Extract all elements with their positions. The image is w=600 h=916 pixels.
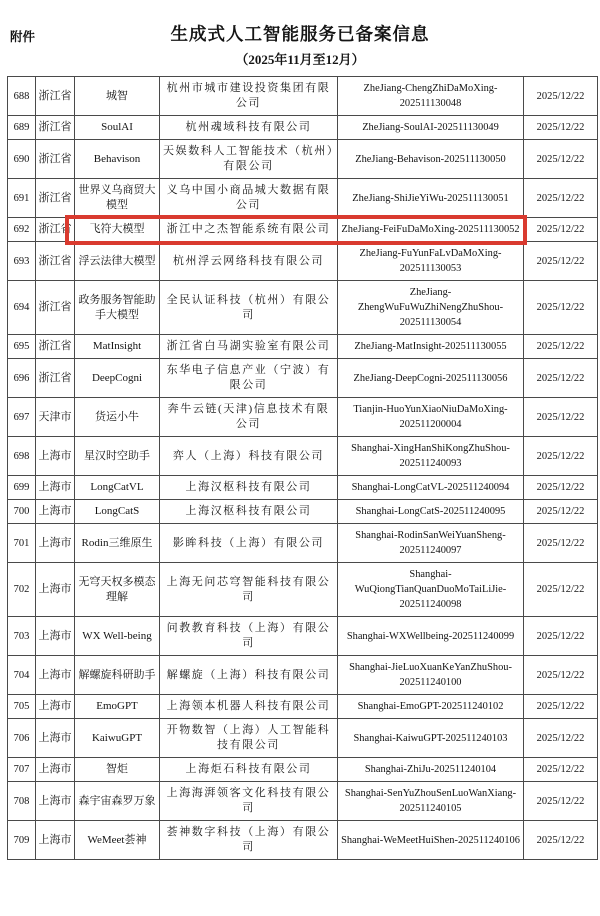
table-row xyxy=(8,437,598,476)
cell-company: 杭州魂域科技有限公司 xyxy=(160,116,338,140)
table-row xyxy=(8,500,598,524)
cell-date: 2025/12/22 xyxy=(524,116,598,140)
cell-company: 全民认证科技（杭州）有限公司 xyxy=(160,281,338,335)
table-row xyxy=(8,281,598,335)
cell-date: 2025/12/22 xyxy=(524,242,598,281)
cell-index: 701 xyxy=(8,524,36,563)
cell-province: 浙江省 xyxy=(36,140,75,179)
cell-model-name: 智炬 xyxy=(75,758,160,782)
cell-date: 2025/12/22 xyxy=(524,77,598,116)
cell-date: 2025/12/22 xyxy=(524,656,598,695)
cell-company: 东华电子信息产业（宁波）有限公司 xyxy=(160,359,338,398)
cell-company: 浙江中之杰智能系统有限公司 xyxy=(160,218,338,242)
cell-index: 708 xyxy=(8,782,36,821)
cell-date: 2025/12/22 xyxy=(524,218,598,242)
cell-registration-number: Tianjin-HuoYunXiaoNiuDaMoXing-202511200004 xyxy=(338,398,524,437)
cell-company: 上海海湃领客文化科技有限公司 xyxy=(160,782,338,821)
cell-model-name: LongCatVL xyxy=(75,476,160,500)
cell-model-name: WeMeet荟神 xyxy=(75,821,160,860)
cell-registration-number: Shanghai-EmoGPT-202511240102 xyxy=(338,695,524,719)
cell-registration-number: Shanghai-WuQiongTianQuanDuoMoTaiLiJie-202511240098 xyxy=(338,563,524,617)
cell-company: 上海无问芯穹智能科技有限公司 xyxy=(160,563,338,617)
table-row xyxy=(8,563,598,617)
cell-registration-number: Shanghai-WeMeetHuiShen-202511240106 xyxy=(338,821,524,860)
cell-company: 解螺旋（上海）科技有限公司 xyxy=(160,656,338,695)
cell-province: 上海市 xyxy=(36,524,75,563)
cell-province: 上海市 xyxy=(36,719,75,758)
registry-table-wrap xyxy=(7,76,597,860)
cell-model-name: 世界义乌商贸大模型 xyxy=(75,179,160,218)
cell-province: 上海市 xyxy=(36,563,75,617)
cell-date: 2025/12/22 xyxy=(524,782,598,821)
cell-model-name: WX Well-being xyxy=(75,617,160,656)
cell-registration-number: Shanghai-JieLuoXuanKeYanZhuShou-202511240100 xyxy=(338,656,524,695)
table-row xyxy=(8,719,598,758)
cell-registration-number: ZheJiang-ZhengWuFuWuZhiNengZhuShou-202511130054 xyxy=(338,281,524,335)
cell-registration-number: ZheJiang-MatInsight-202511130055 xyxy=(338,335,524,359)
table-row xyxy=(8,242,598,281)
cell-date: 2025/12/22 xyxy=(524,179,598,218)
table-row xyxy=(8,758,598,782)
cell-registration-number: ZheJiang-FuYunFaLvDaMoXing-202511130053 xyxy=(338,242,524,281)
cell-company: 上海炬石科技有限公司 xyxy=(160,758,338,782)
cell-company: 杭州市城市建设投资集团有限公司 xyxy=(160,77,338,116)
cell-registration-number: ZheJiang-ShiJieYiWu-202511130051 xyxy=(338,179,524,218)
cell-date: 2025/12/22 xyxy=(524,617,598,656)
cell-model-name: 政务服务智能助手大模型 xyxy=(75,281,160,335)
cell-province: 上海市 xyxy=(36,821,75,860)
cell-index: 694 xyxy=(8,281,36,335)
cell-company: 杭州浮云网络科技有限公司 xyxy=(160,242,338,281)
table-row xyxy=(8,77,598,116)
cell-index: 702 xyxy=(8,563,36,617)
cell-date: 2025/12/22 xyxy=(524,281,598,335)
cell-model-name: 解螺旋科研助手 xyxy=(75,656,160,695)
page-title: 生成式人工智能服务已备案信息 xyxy=(170,24,430,44)
cell-model-name: 森宇宙森罗万象 xyxy=(75,782,160,821)
cell-company: 义乌中国小商品城大数据有限公司 xyxy=(160,179,338,218)
cell-province: 天津市 xyxy=(36,398,75,437)
cell-company: 开物数智（上海）人工智能科技有限公司 xyxy=(160,719,338,758)
cell-company: 上海汉枢科技有限公司 xyxy=(160,476,338,500)
cell-date: 2025/12/22 xyxy=(524,359,598,398)
cell-index: 691 xyxy=(8,179,36,218)
cell-company: 荟神数字科技（上海）有限公司 xyxy=(160,821,338,860)
table-row xyxy=(8,524,598,563)
cell-model-name: 飞符大模型 xyxy=(75,218,160,242)
cell-model-name: KaiwuGPT xyxy=(75,719,160,758)
cell-index: 703 xyxy=(8,617,36,656)
cell-province: 浙江省 xyxy=(36,281,75,335)
cell-model-name: Rodin三维原生 xyxy=(75,524,160,563)
cell-province: 上海市 xyxy=(36,476,75,500)
cell-province: 上海市 xyxy=(36,758,75,782)
table-row xyxy=(8,398,598,437)
cell-date: 2025/12/22 xyxy=(524,500,598,524)
cell-index: 700 xyxy=(8,500,36,524)
cell-date: 2025/12/22 xyxy=(524,140,598,179)
cell-model-name: 城智 xyxy=(75,77,160,116)
cell-index: 695 xyxy=(8,335,36,359)
table-row xyxy=(8,695,598,719)
cell-model-name: EmoGPT xyxy=(75,695,160,719)
cell-model-name: DeepCogni xyxy=(75,359,160,398)
cell-registration-number: ZheJiang-SoulAI-202511130049 xyxy=(338,116,524,140)
cell-company: 天娱数科人工智能技术（杭州）有限公司 xyxy=(160,140,338,179)
table-row xyxy=(8,617,598,656)
cell-index: 704 xyxy=(8,656,36,695)
cell-registration-number: Shanghai-XingHanShiKongZhuShou-202511240093 xyxy=(338,437,524,476)
cell-province: 浙江省 xyxy=(36,359,75,398)
cell-date: 2025/12/22 xyxy=(524,821,598,860)
cell-index: 707 xyxy=(8,758,36,782)
cell-model-name: LongCatS xyxy=(75,500,160,524)
cell-registration-number: Shanghai-LongCatS-202511240095 xyxy=(338,500,524,524)
registry-table xyxy=(7,76,598,860)
cell-date: 2025/12/22 xyxy=(524,476,598,500)
cell-index: 689 xyxy=(8,116,36,140)
cell-registration-number: ZheJiang-FeiFuDaMoXing-202511130052 xyxy=(338,218,524,242)
cell-date: 2025/12/22 xyxy=(524,437,598,476)
table-row xyxy=(8,656,598,695)
cell-model-name: MatInsight xyxy=(75,335,160,359)
cell-company: 奔牛云链(天津)信息技术有限公司 xyxy=(160,398,338,437)
cell-index: 706 xyxy=(8,719,36,758)
cell-company: 问教教育科技（上海）有限公司 xyxy=(160,617,338,656)
cell-province: 上海市 xyxy=(36,695,75,719)
table-row xyxy=(8,179,598,218)
cell-company: 上海汉枢科技有限公司 xyxy=(160,500,338,524)
cell-model-name: 星汉时空助手 xyxy=(75,437,160,476)
cell-index: 705 xyxy=(8,695,36,719)
cell-registration-number: Shanghai-LongCatVL-202511240094 xyxy=(338,476,524,500)
cell-registration-number: Shanghai-WXWellbeing-202511240099 xyxy=(338,617,524,656)
table-row xyxy=(8,116,598,140)
cell-index: 688 xyxy=(8,77,36,116)
cell-index: 690 xyxy=(8,140,36,179)
table-row xyxy=(8,335,598,359)
cell-model-name: Behavison xyxy=(75,140,160,179)
cell-registration-number: ZheJiang-Behavison-202511130050 xyxy=(338,140,524,179)
cell-province: 浙江省 xyxy=(36,335,75,359)
cell-index: 699 xyxy=(8,476,36,500)
table-row xyxy=(8,821,598,860)
cell-province: 浙江省 xyxy=(36,218,75,242)
cell-province: 上海市 xyxy=(36,437,75,476)
cell-model-name: SoulAI xyxy=(75,116,160,140)
cell-registration-number: Shanghai-RodinSanWeiYuanSheng-202511240097 xyxy=(338,524,524,563)
cell-model-name: 浮云法律大模型 xyxy=(75,242,160,281)
table-row xyxy=(8,476,598,500)
cell-date: 2025/12/22 xyxy=(524,398,598,437)
cell-company: 影眸科技（上海）有限公司 xyxy=(160,524,338,563)
cell-index: 697 xyxy=(8,398,36,437)
cell-date: 2025/12/22 xyxy=(524,335,598,359)
cell-model-name: 货运小牛 xyxy=(75,398,160,437)
table-row xyxy=(8,359,598,398)
cell-company: 浙江省白马湖实验室有限公司 xyxy=(160,335,338,359)
registry-table-body xyxy=(8,77,598,860)
cell-province: 上海市 xyxy=(36,782,75,821)
cell-province: 浙江省 xyxy=(36,116,75,140)
cell-registration-number: Shanghai-SenYuZhouSenLuoWanXiang-202511240105 xyxy=(338,782,524,821)
cell-province: 上海市 xyxy=(36,656,75,695)
cell-index: 709 xyxy=(8,821,36,860)
cell-date: 2025/12/22 xyxy=(524,719,598,758)
cell-registration-number: ZheJiang-DeepCogni-202511130056 xyxy=(338,359,524,398)
cell-province: 上海市 xyxy=(36,500,75,524)
page-subtitle: （2025年11月至12月） xyxy=(235,52,365,67)
table-row xyxy=(8,140,598,179)
cell-index: 692 xyxy=(8,218,36,242)
cell-province: 浙江省 xyxy=(36,242,75,281)
table-row xyxy=(8,782,598,821)
cell-date: 2025/12/22 xyxy=(524,563,598,617)
cell-registration-number: Shanghai-ZhiJu-202511240104 xyxy=(338,758,524,782)
cell-date: 2025/12/22 xyxy=(524,758,598,782)
cell-province: 上海市 xyxy=(36,617,75,656)
attachment-label: 附件 xyxy=(10,30,36,44)
cell-date: 2025/12/22 xyxy=(524,524,598,563)
cell-province: 浙江省 xyxy=(36,179,75,218)
cell-model-name: 无穹天权多模态理解 xyxy=(75,563,160,617)
cell-company: 弈人（上海）科技有限公司 xyxy=(160,437,338,476)
cell-index: 696 xyxy=(8,359,36,398)
cell-index: 698 xyxy=(8,437,36,476)
cell-registration-number: ZheJiang-ChengZhiDaMoXing-202511130048 xyxy=(338,77,524,116)
cell-province: 浙江省 xyxy=(36,77,75,116)
table-row xyxy=(8,218,598,242)
cell-registration-number: Shanghai-KaiwuGPT-202511240103 xyxy=(338,719,524,758)
cell-date: 2025/12/22 xyxy=(524,695,598,719)
cell-index: 693 xyxy=(8,242,36,281)
cell-company: 上海领本机器人科技有限公司 xyxy=(160,695,338,719)
